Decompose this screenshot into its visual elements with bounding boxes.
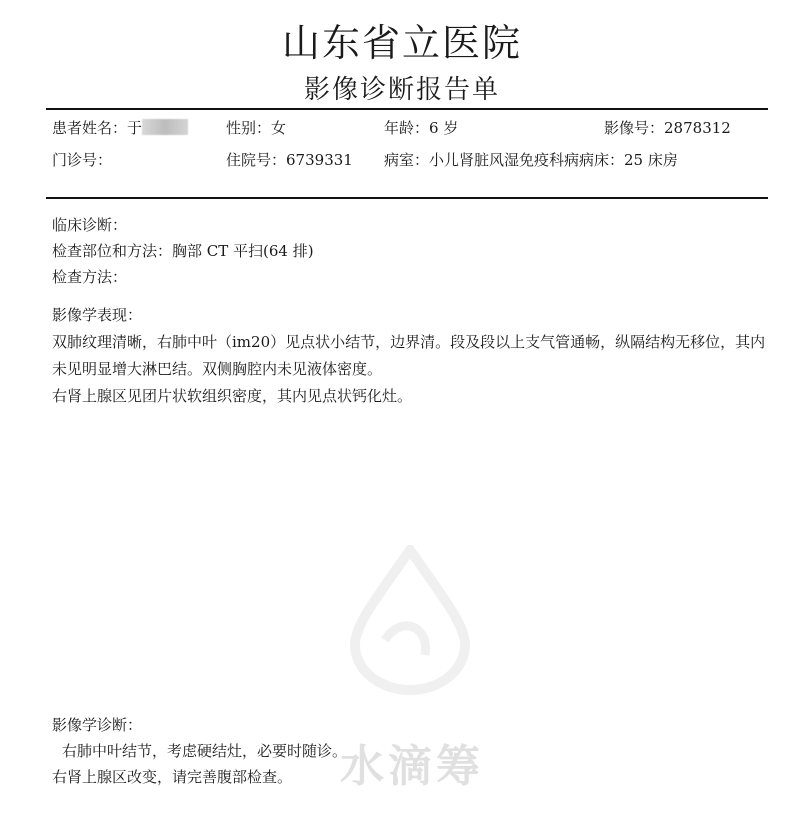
diagnosis-line-1: 右肺中叶结节，考虑硬结灶，必要时随诊。: [62, 742, 348, 760]
top-rule: [46, 108, 768, 110]
image-number: [604, 116, 731, 140]
findings-label: 影像学表现：: [52, 306, 143, 324]
watermark-logo: [345, 545, 475, 695]
bottom-rule: [46, 197, 768, 199]
site-method-value: 胸部 CT 平扫(64 排): [172, 242, 314, 260]
ward-label: 病室：: [384, 151, 430, 169]
patient-sex: [226, 116, 286, 140]
patient-age: [384, 116, 458, 140]
outpatient-number: [52, 148, 112, 172]
ward-value: 小儿肾脏风湿免疫科病病床：25 床房: [429, 151, 678, 169]
patient-name: [52, 116, 188, 140]
ward: [384, 148, 714, 172]
sex-label: 性别：: [226, 119, 272, 137]
method-label: 检查方法：: [52, 268, 128, 286]
site-method-label: 检查部位和方法：: [52, 242, 173, 260]
findings-paragraph-2: 右肾上腺区见团片状软组织密度，其内见点状钙化灶。: [52, 387, 413, 405]
findings-paragraph-1: 双肺纹理清晰，右肺中叶（im20）见点状小结节，边界清。段及段以上支气管通畅，纵隔结构无移位，其内未见明显增大淋巴结。双侧胸腔内未见液体密度。: [52, 333, 766, 378]
redacted-name: [142, 119, 188, 135]
age-label: 年龄：: [384, 119, 430, 137]
patient-name-label: 患者姓名：: [52, 119, 128, 137]
age-value: 6 岁: [429, 119, 459, 137]
report-title: 影像诊断报告单: [303, 75, 500, 105]
site-method: [52, 238, 772, 264]
image-number-label: 影像号：: [604, 119, 665, 137]
diagnosis-label: 影像学诊断：: [52, 716, 143, 734]
sex-value: 女: [271, 119, 287, 137]
clinical-diagnosis-label: 临床诊断：: [52, 216, 128, 234]
exam-section: [52, 212, 772, 290]
diagnosis-line-2: 右肾上腺区改变，请完善腹部检查。: [52, 768, 293, 786]
image-number-value: 2878312: [664, 119, 731, 137]
watermark-text: 水滴筹: [340, 741, 484, 792]
diagnosis-section: [52, 712, 772, 790]
patient-name-value: 于: [127, 119, 143, 137]
outpatient-label: 门诊号：: [52, 151, 113, 169]
hospital-title: 山东省立医院: [281, 21, 522, 65]
inpatient-number: [226, 148, 353, 172]
findings-section: [52, 302, 772, 410]
inpatient-label: 住院号：: [226, 151, 287, 169]
inpatient-value: 6739331: [286, 151, 353, 169]
